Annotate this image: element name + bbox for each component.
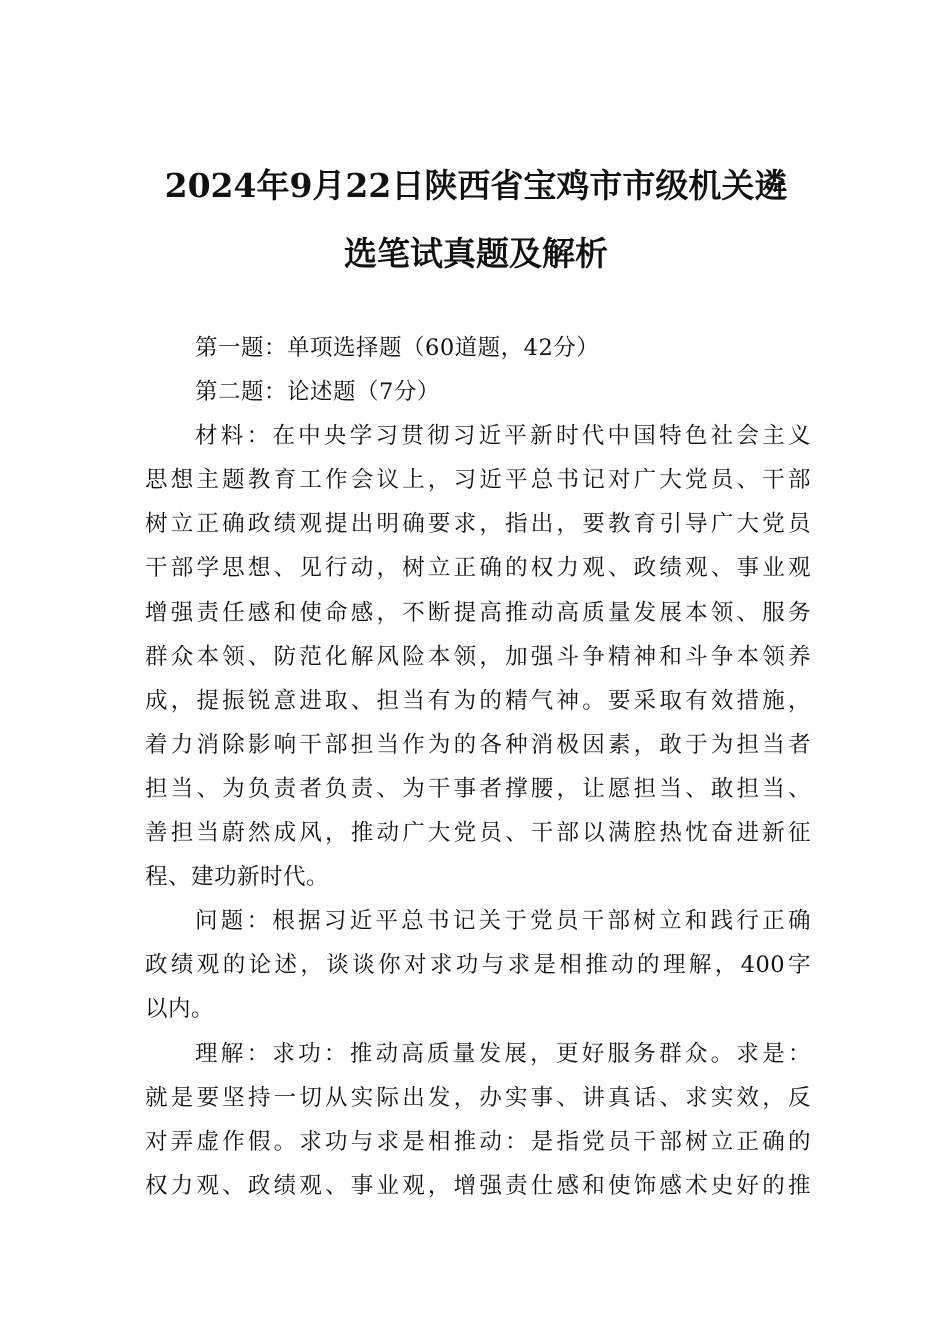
- material-paragraph-line: 干部学思想、见行动，树立正确的权力观、政绩观、事业观: [145, 555, 811, 582]
- material-paragraph-line: 成，提振锐意进取、担当有为的精气神。要采取有效措施，: [145, 687, 811, 714]
- material-paragraph-line: 群众本领、防范化解风险本领，加强斗争精神和斗争本领养: [145, 643, 811, 670]
- question-paragraph-line: 政绩观的论述，谈谈你对求功与求是相推动的理解，400字: [145, 952, 811, 979]
- question-paragraph-line: 问题：根据习近平总书记关于党员干部树立和践行正确: [195, 908, 811, 935]
- document-title: [145, 152, 807, 288]
- material-paragraph-line: 担当、为负责者负责、为干事者撑腰，让愿担当、敢担当、: [145, 775, 811, 802]
- section-heading-1: 第一题：单项选择题（60道题，42分）: [195, 335, 600, 361]
- answer-paragraph-line: 权力观、政绩观、事业观，增强责仕感和使饰感术史好的推: [145, 1172, 811, 1199]
- material-paragraph-line: 材料：在中央学习贯彻习近平新时代中国特色社会主义: [195, 423, 811, 450]
- document-body: [145, 326, 811, 1208]
- question-paragraph-line: 以内。: [145, 996, 215, 1023]
- material-paragraph-line: 善担当蔚然成风，推动广大党员、干部以满腔热忱奋进新征: [145, 820, 811, 847]
- material-paragraph-line: 树立正确政绩观提出明确要求，指出，要教育引导广大党员: [145, 511, 811, 538]
- answer-paragraph-line: 就是要坚持一切从实际出发，办实事、讲真话、求实效，反: [145, 1084, 811, 1111]
- section-heading-2: 第二题：论述题（7分）: [195, 379, 440, 406]
- answer-paragraph-line: 对弄虚作假。求功与求是相推动：是指党员干部树立正确的: [145, 1128, 811, 1155]
- material-paragraph-line: 着力消除影响干部担当作为的各种消极因素，敢于为担当者: [145, 731, 811, 758]
- material-paragraph-line: 增强责任感和使命感，不断提高推动高质量发展本领、服务: [145, 599, 811, 626]
- title-line-2: 选笔试真题及解析: [344, 234, 608, 273]
- material-paragraph-line: 思想主题教育工作会议上，习近平总书记对广大党员、干部: [145, 467, 811, 494]
- title-line-1: 2024年9月22日陕西省宝鸡市市级机关遴: [164, 166, 788, 205]
- answer-paragraph-line: 理解：求功：推动高质量发展，更好服务群众。求是：: [195, 1040, 811, 1067]
- material-paragraph-line: 程、建功新时代。: [145, 864, 330, 891]
